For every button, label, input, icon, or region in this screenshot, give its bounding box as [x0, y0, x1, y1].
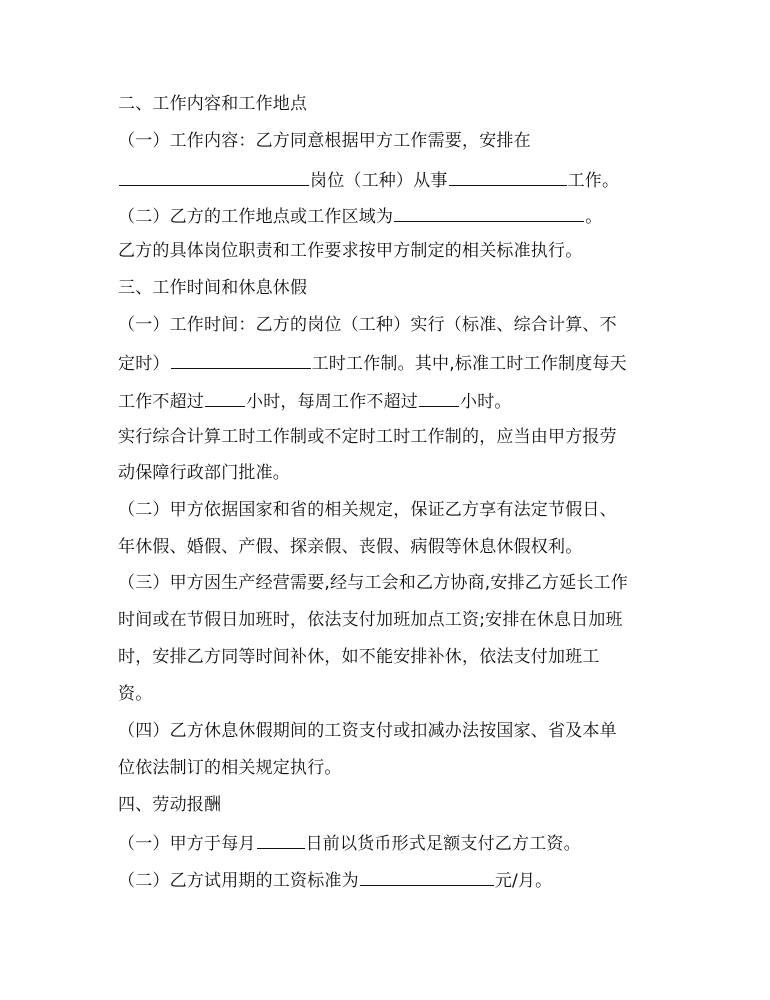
paragraph-line: [118, 350, 627, 376]
fill-blank-hours-system[interactable]: [171, 350, 311, 369]
text: （一）工作内容：乙方同意根据甲方工作需要，安排在: [118, 131, 531, 151]
text: 工时工作制。其中,标准工时工作制度每天: [311, 354, 627, 374]
text: 工作不超过: [118, 392, 204, 412]
fill-blank-daily-hours[interactable]: [205, 388, 245, 407]
paragraph-line: [118, 719, 617, 743]
section-heading-compensation: [118, 793, 221, 817]
paragraph-line: [118, 535, 582, 559]
paragraph-line: [118, 239, 582, 263]
paragraph-line: [118, 645, 600, 669]
fill-blank-position[interactable]: [119, 167, 309, 186]
text: （四）乙方休息休假期间的工资支付或扣减办法按国家、省及本单: [118, 721, 617, 741]
text: （二）乙方试用期的工资标准为: [118, 871, 359, 891]
text: 资。: [118, 684, 153, 704]
paragraph-line: [118, 608, 623, 632]
paragraph-line: [118, 498, 617, 522]
paragraph-line: [118, 129, 531, 153]
text: （二）乙方的工作地点或工作区域为: [118, 207, 394, 227]
text: 二、工作内容和工作地点: [118, 94, 308, 114]
text: 年休假、婚假、产假、探亲假、丧假、病假等休息休假权利。: [118, 537, 583, 557]
text: （一）甲方于每月: [118, 834, 256, 854]
text: （三）甲方因生产经营需要,经与工会和乙方协商,安排乙方延长工作: [118, 573, 629, 593]
section-heading-work-content: [118, 92, 307, 116]
fill-blank-probation-salary[interactable]: [360, 867, 494, 886]
text: 动保障行政部门批准。: [118, 463, 290, 483]
paragraph-line: [118, 571, 628, 595]
text: （二）甲方依据国家和省的相关规定，保证乙方享有法定节假日、: [118, 500, 617, 520]
paragraph-line: [118, 388, 512, 414]
text: 日前以货币形式足额支付乙方工资。: [305, 834, 581, 854]
section-heading-work-hours: [118, 276, 307, 300]
text: 位依法制订的相关规定执行。: [118, 758, 342, 778]
fill-blank-pay-day[interactable]: [257, 830, 305, 849]
text: 时，安排乙方同等时间补休，如不能安排补休，依法支付加班工: [118, 647, 600, 667]
text: 小时。: [460, 392, 512, 412]
paragraph-line: [118, 461, 290, 485]
paragraph-line: [118, 682, 152, 706]
paragraph-line: [118, 167, 619, 193]
text: 四、劳动报酬: [118, 795, 222, 815]
paragraph-line: [118, 313, 617, 337]
text: 元/月。: [494, 871, 553, 891]
text: 实行综合计算工时工作制或不定时工时工作制的，应当由甲方报劳: [118, 427, 617, 447]
paragraph-line: [118, 867, 552, 893]
text: 工作。: [567, 171, 620, 191]
text: 时间或在节假日加班时，依法支付加班加点工资;安排在休息日加班: [118, 610, 623, 630]
paragraph-line: [118, 425, 617, 449]
paragraph-line: [118, 756, 342, 780]
text: 乙方的具体岗位职责和工作要求按甲方制定的相关标准执行。: [118, 241, 583, 261]
paragraph-line: [118, 203, 602, 229]
text: 三、工作时间和休息休假: [118, 278, 308, 298]
paragraph-line: [118, 830, 581, 856]
fill-blank-weekly-hours[interactable]: [419, 388, 459, 407]
fill-blank-work-type[interactable]: [449, 167, 567, 186]
text: 定时）: [118, 354, 170, 374]
text: 小时，每周工作不超过: [246, 392, 418, 412]
text: 。: [585, 207, 603, 227]
fill-blank-work-location[interactable]: [394, 203, 584, 222]
text: （一）工作时间：乙方的岗位（工种）实行（标准、综合计算、不: [118, 315, 617, 335]
text: 岗位（工种）从事: [310, 171, 448, 191]
